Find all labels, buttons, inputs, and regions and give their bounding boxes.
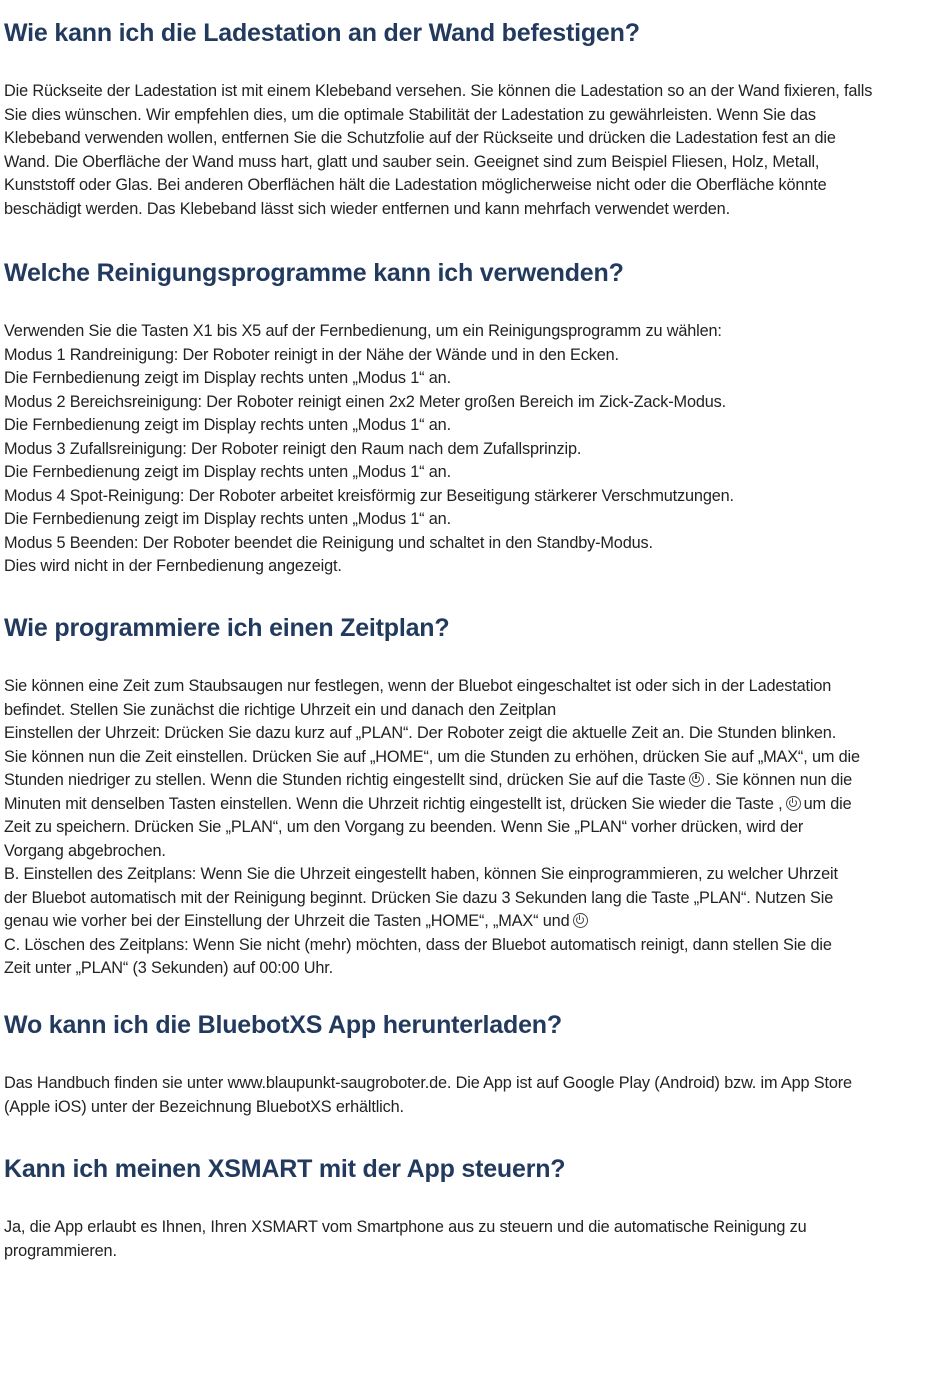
text-line: Die Fernbedienung zeigt im Display rechts unten „Modus 1“ an. [4, 463, 451, 481]
text-line [4, 910, 946, 934]
text-line: Die Fernbedienung zeigt im Display rechts unten „Modus 1“ an. [4, 369, 451, 387]
faq-section-app-download [4, 1010, 946, 1119]
faq-section-app-control [4, 1154, 946, 1263]
text-line: Wand. Die Oberfläche der Wand muss hart, glatt und sauber sein. Geeignet sind zum Beispiel Fliesen, Holz, Metall, [4, 152, 820, 171]
text-line: Sie können nun die Zeit einstellen. Drücken Sie auf „HOME“, um die Stunden zu erhöhen, drücken Sie auf „MAX“, um die [4, 747, 860, 766]
text-line: C. Löschen des Zeitplans: Wenn Sie nicht (mehr) möchten, dass der Bluebot automatisch reinigt, dann stellen Sie die [4, 935, 832, 954]
text-line: Verwenden Sie die Tasten X1 bis X5 auf der Fernbedienung, um ein Reinigungsprogramm zu wählen: [4, 322, 722, 340]
answer-text [4, 320, 946, 579]
text-line: Klebeband verwenden wollen, entfernen Sie die Schutzfolie auf der Rückseite und drücken die Ladestation fest an die [4, 129, 836, 147]
text-line: Sie können eine Zeit zum Staubsaugen nur festlegen, wenn der Bluebot eingeschaltet ist oder sich in der Ladestation [4, 677, 832, 695]
text-line: Modus 1 Randreinigung: Der Roboter reinigt in der Nähe der Wände und in den Ecken. [4, 345, 619, 364]
text-line: Modus 2 Bereichsreinigung: Der Roboter reinigt einen 2x2 Meter großen Bereich im Zick-Zack-Modus. [4, 392, 727, 411]
power-icon [786, 796, 801, 811]
text-line: Die Fernbedienung zeigt im Display rechts unten „Modus 1“ an. [4, 416, 451, 434]
answer-text [4, 1216, 946, 1263]
question-heading: Welche Reinigungsprogramme kann ich verwenden? [4, 259, 624, 287]
text-fragment: Stunden niedriger zu stellen. Wenn die Stunden richtig eingestellt sind, drücken Sie auf die Taste [4, 771, 686, 789]
answer-text [4, 675, 946, 981]
text-line: B. Einstellen des Zeitplans: Wenn Sie die Uhrzeit eingestellt haben, können Sie einprogrammieren, zu welcher Uhrzeit [4, 865, 838, 883]
text-line [4, 793, 946, 817]
text-line: Zeit unter „PLAN“ (3 Sekunden) auf 00:00 Uhr. [4, 959, 334, 977]
power-icon [689, 772, 704, 787]
text-line: Modus 3 Zufallsreinigung: Der Roboter reinigt den Raum nach dem Zufallsprinzip. [4, 439, 582, 458]
text-line: der Bluebot automatisch mit der Reinigung beginnt. Drücken Sie dazu 3 Sekunden lang die Taste „PLAN“. Nutzen Sie [4, 888, 834, 907]
text-fragment: Minuten mit denselben Tasten einstellen. Wenn die Uhrzeit richtig eingestellt ist, drücken Sie wieder die Taste , [4, 794, 783, 813]
text-line: Ja, die App erlaubt es Ihnen, Ihren XSMART vom Smartphone aus zu steuern und die automatische Reinigung zu [4, 1218, 807, 1236]
text-line: Modus 5 Beenden: Der Roboter beendet die Reinigung und schaltet in den Standby-Modus. [4, 533, 653, 552]
answer-text [4, 80, 946, 221]
text-line: Einstellen der Uhrzeit: Drücken Sie dazu kurz auf „PLAN“. Der Roboter zeigt die aktuelle Zeit an. Die Stunden blinken. [4, 724, 837, 742]
question-heading: Wie programmiere ich einen Zeitplan? [4, 614, 450, 642]
answer-text [4, 1072, 946, 1119]
text-line: Zeit zu speichern. Drücken Sie „PLAN“, um den Vorgang zu beenden. Wenn Sie „PLAN“ vorher drücken, wird der [4, 818, 804, 836]
text-line: Die Rückseite der Ladestation ist mit einem Klebeband versehen. Sie können die Ladestation so an der Wand fixieren, falls [4, 82, 873, 100]
faq-section-cleaning-programs [4, 258, 946, 579]
question-heading: Wo kann ich die BluebotXS App herunterladen? [4, 1011, 562, 1039]
text-line: Modus 4 Spot-Reinigung: Der Roboter arbeitet kreisförmig zur Beseitigung stärkerer Verschmutzungen. [4, 486, 734, 505]
text-line: beschädigt werden. Das Klebeband lässt sich wieder entfernen und kann mehrfach verwendet werden. [4, 199, 730, 218]
text-line: Das Handbuch finden sie unter www.blaupunkt-saugroboter.de. Die App ist auf Google Play (Android) bzw. im App Store [4, 1074, 852, 1092]
question-heading: Kann ich meinen XSMART mit der App steuern? [4, 1155, 566, 1183]
text-line: programmieren. [4, 1241, 117, 1260]
power-icon [573, 913, 588, 928]
text-fragment: . Sie können nun die [706, 771, 853, 789]
text-line: Die Fernbedienung zeigt im Display rechts unten „Modus 1“ an. [4, 510, 451, 528]
text-line: Kunststoff oder Glas. Bei anderen Oberflächen hält die Ladestation möglicherweise nicht oder die Oberfläche könnte [4, 176, 827, 194]
text-line [4, 769, 946, 793]
text-line: (Apple iOS) unter der Bezeichnung BluebotXS erhältlich. [4, 1097, 404, 1116]
text-line: Sie dies wünschen. Wir empfehlen dies, um die optimale Stabilität der Ladestation zu gewährleisten. Wenn Sie das [4, 105, 816, 124]
text-line: Dies wird nicht in der Fernbedienung angezeigt. [4, 557, 342, 575]
faq-section-schedule [4, 613, 946, 981]
text-fragment: um die [803, 794, 852, 813]
text-line: Vorgang abgebrochen. [4, 841, 166, 860]
text-fragment: genau wie vorher bei der Einstellung der Uhrzeit die Tasten „HOME“, „MAX“ und [4, 912, 570, 930]
text-line: befindet. Stellen Sie zunächst die richtige Uhrzeit ein und danach den Zeitplan [4, 700, 557, 719]
question-heading: Wie kann ich die Ladestation an der Wand befestigen? [4, 19, 640, 47]
faq-section-wall-mount [4, 18, 946, 221]
